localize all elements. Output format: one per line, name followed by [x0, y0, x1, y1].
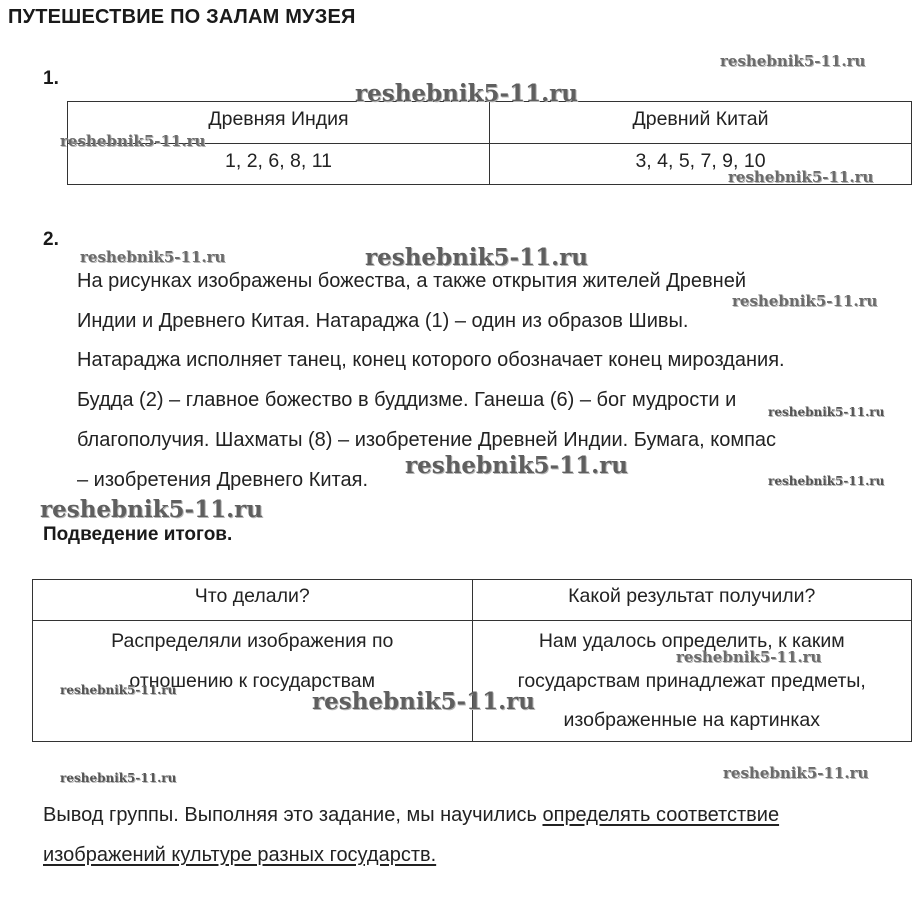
conclusion-underlined-1: определять соответствие	[542, 804, 780, 826]
paragraph-line: На рисунках изображены божества, а также открытия жителей Древней	[77, 270, 746, 292]
header-ancient-india: Древняя Индия	[68, 102, 490, 144]
watermark: reshebnik5-11.ru	[80, 248, 226, 266]
watermark: reshebnik5-11.ru	[405, 452, 628, 479]
table-header-row	[33, 580, 912, 621]
cell-result	[472, 621, 912, 742]
watermark: reshebnik5-11.ru	[676, 648, 822, 666]
cell-what-did	[33, 621, 473, 742]
paragraph-line: – изобретения Древнего Китая.	[77, 468, 369, 491]
table-row	[33, 621, 912, 742]
watermark: reshebnik5-11.ru	[312, 688, 535, 715]
header-what-did: Что делали?	[33, 580, 473, 621]
conclusion-prefix: Вывод группы. Выполняя это задание, мы научились	[43, 804, 543, 826]
paragraph-line: Индии и Древнего Китая. Натараджа (1) – один из образов Шивы.	[77, 309, 689, 332]
header-ancient-china: Древний Китай	[490, 102, 912, 144]
cell-line: изображенные на картинках	[563, 709, 820, 731]
summary-heading: Подведение итогов.	[43, 524, 233, 545]
conclusion-underlined-2: изображений культуре разных государств.	[43, 844, 437, 866]
watermark: reshebnik5-11.ru	[60, 771, 177, 785]
paragraph-line: благополучия. Шахматы (8) – изобретение Древней Индии. Бумага, компас	[77, 428, 777, 451]
cell-line: Нам удалось определить, к каким	[538, 630, 845, 652]
watermark: reshebnik5-11.ru	[355, 80, 578, 107]
watermark: reshebnik5-11.ru	[720, 52, 866, 70]
watermark: reshebnik5-11.ru	[365, 244, 588, 271]
watermark: reshebnik5-11.ru	[723, 764, 869, 782]
paragraph-line: Будда (2) – главное божество в буддизме. Ганеша (6) – бог мудрости и	[77, 389, 737, 412]
watermark: reshebnik5-11.ru	[732, 292, 878, 310]
cell-india-values: 1, 2, 6, 8, 11	[68, 144, 490, 185]
page-title: ПУТЕШЕСТВИЕ ПО ЗАЛАМ МУЗЕЯ	[8, 6, 356, 28]
watermark: reshebnik5-11.ru	[40, 496, 263, 523]
watermark: reshebnik5-11.ru	[60, 683, 177, 697]
watermark: reshebnik5-11.ru	[768, 405, 885, 419]
task-2-number: 2.	[43, 229, 59, 250]
watermark: reshebnik5-11.ru	[728, 168, 874, 186]
watermark: reshebnik5-11.ru	[60, 132, 206, 150]
cell-line: отношению к государствам	[129, 669, 376, 692]
task-1-number: 1.	[43, 68, 59, 89]
paragraph-line: Натараджа исполняет танец, конец которого обозначает конец мироздания.	[77, 349, 785, 372]
watermark: reshebnik5-11.ru	[768, 474, 885, 488]
cell-china-values: 3, 4, 5, 7, 9, 10	[490, 144, 912, 185]
cell-line: государствам принадлежат предметы,	[517, 669, 866, 692]
header-result: Какой результат получили?	[472, 580, 912, 621]
group-conclusion	[43, 795, 903, 875]
cell-line: Распределяли изображения по	[111, 630, 394, 652]
